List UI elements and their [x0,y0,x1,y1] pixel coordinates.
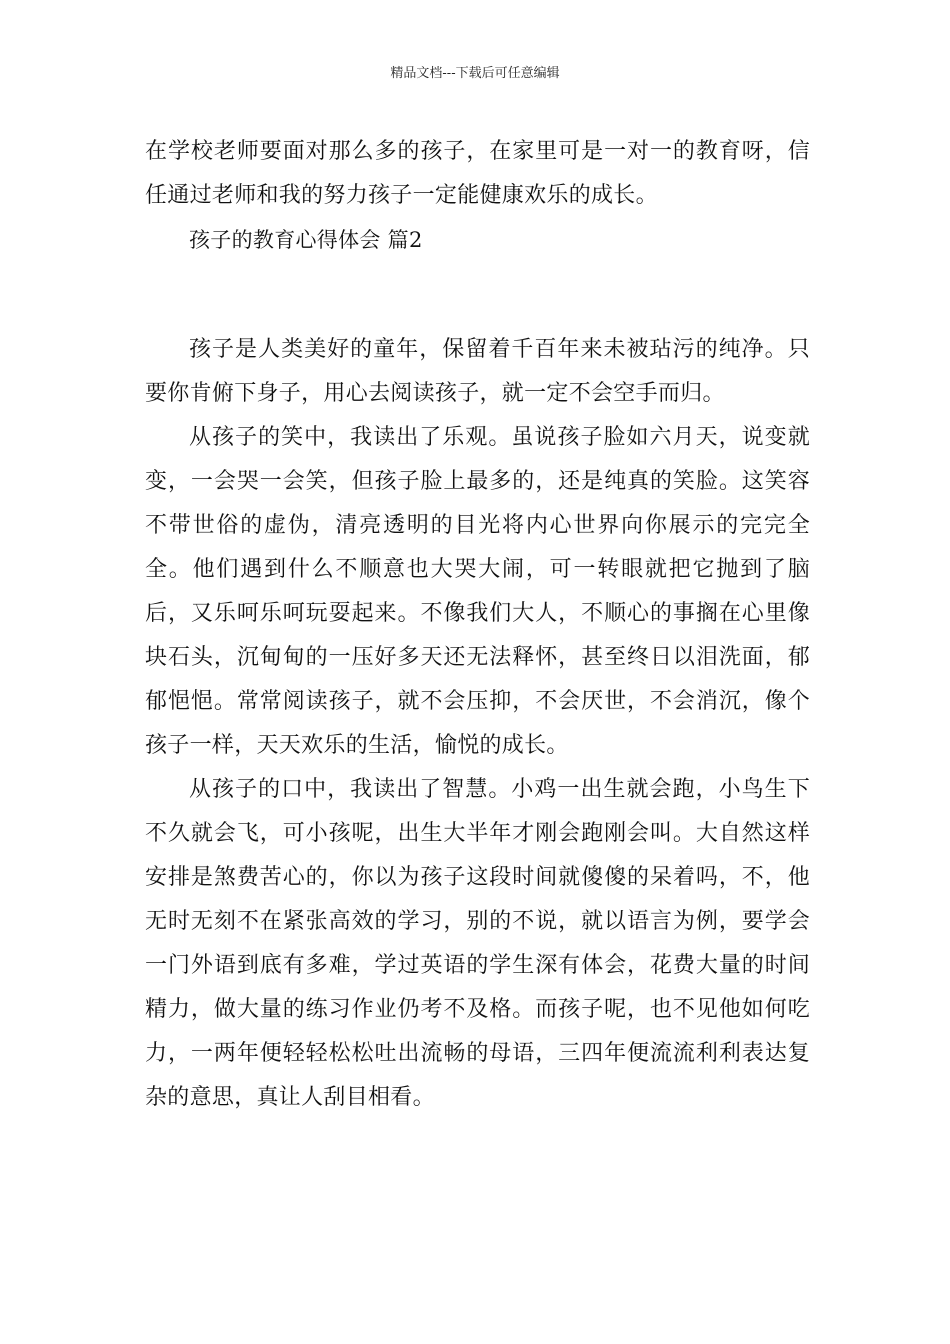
page-header: 精品文档---下载后可任意编辑 [390,66,560,81]
paragraph: 从孩子的口中，我读出了智慧。小鸡一出生就会跑，小鸟生下不久就会飞，可小孩呢，出生大半年才刚会跑刚会叫。大自然这样安排是煞费苦心的，你以为孩子这段时间就傻傻的呆着吗，不，他无时无刻不在紧张高效的学习，别的不说，就以语言为例，要学会一门外语到底有多难，学过英语的学生深有体会，花费大量的时间精力，做大量的练习作业仍考不及格。而孩子呢，也不见他如何吃力，一两年便轻轻松松吐出流畅的母语，三四年便流流利利表达复杂的意思，真让人刮目相看。 [145,777,810,1110]
blank-line [145,262,810,328]
continued-paragraph: 在学校老师要面对那么多的孩子，在家里可是一对一的教育呀，信任通过老师和我的努力孩子一定能健康欢乐的成长。 [145,139,810,208]
paragraph: 孩子是人类美好的童年，保留着千百年来未被玷污的纯净。只要你肯俯下身子，用心去阅读孩子，就一定不会空手而归。 [145,337,810,406]
section-title: 孩子的教育心得体会 篇2 [189,228,423,252]
paragraph: 从孩子的笑中，我读出了乐观。虽说孩子脸如六月天，说变就变，一会哭一会笑，但孩子脸上最多的，还是纯真的笑脸。这笑容不带世俗的虚伪，清亮透明的目光将内心世界向你展示的完完全全。他们遇到什么不顺意也大哭大闹，可一转眼就把它抛到了脑后，又乐呵乐呵玩耍起来。不像我们大人，不顺心的事搁在心里像块石头，沉甸甸的一压好多天还无法释怀，甚至终日以泪洗面，郁郁悒悒。常常阅读孩子，就不会压抑，不会厌世，不会消沉，像个孩子一样，天天欢乐的生活，愉悦的成长。 [145,425,810,758]
document-body [145,130,810,1120]
